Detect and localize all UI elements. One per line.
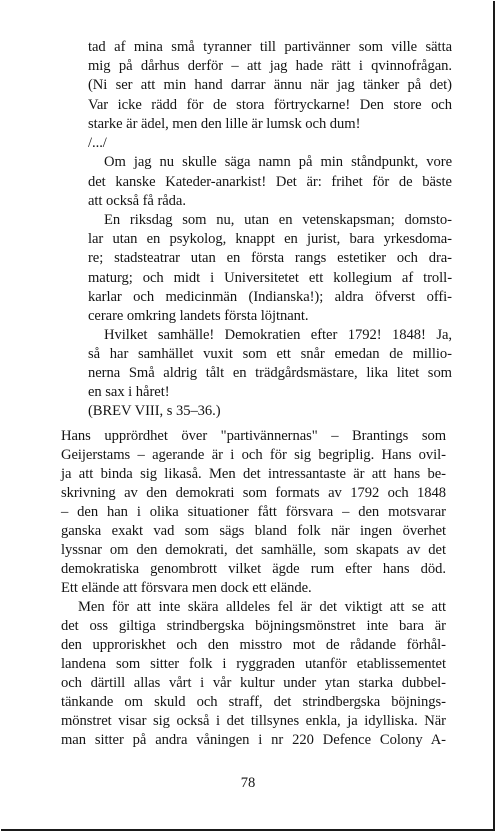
quote-line: mig på dårhus derför – att jag hade rätt i qvinnofrågan.: [88, 58, 452, 74]
quote-line: så har samhället vuxit som ett snår emedan de millio-: [88, 346, 452, 362]
body-line: Geijerstams – agerande är i och för sig begriplig. Hans ovil-: [61, 447, 446, 463]
body-line: landena som sitter folk i ryggraden utanför etablissementet: [61, 656, 446, 672]
body-line: ja att binda sig likaså. Men det intressantaste är att hans be-: [61, 466, 446, 482]
body-line: skrivning av den demokrati som formats av 1792 och 1848: [61, 485, 446, 501]
quote-line: karlar och medicinmän (Indianska!); aldra öfverst offi-: [88, 289, 452, 305]
quote-line: re; stadsteatrar utan en första rangs estetiker och dra-: [88, 250, 452, 266]
body-line: det oss giltiga strindbergska böjningsmönstret inte bara är: [61, 618, 446, 634]
body-line: demokratiska genombrott vilket ägde rum efter hans död.: [61, 561, 446, 577]
body-line: Hans upprördhet över "partivännernas" – Brantings som: [61, 428, 446, 444]
quote-line: Hvilket samhälle! Demokratien efter 1792! 1848! Ja,: [104, 327, 452, 343]
quote-line: Om jag nu skulle säga namn på min ståndpunkt, vore: [104, 154, 452, 170]
body-line: Ett elände att försvara men dock ett elände.: [61, 580, 312, 596]
quote-line: (Ni ser att min hand darrar ännu när jag tänker på det): [88, 77, 452, 93]
body-line: lyssnar om den demokrati, det samhälle, som skapats av det: [61, 542, 446, 558]
quote-line: det kanske Kateder-anarkist! Det är: frihet för de bäste: [88, 174, 452, 190]
body-line: den upproriskhet och den misstro mot de rådande förhål-: [61, 637, 446, 653]
page-number: 78: [240, 775, 256, 791]
body-line: och därtill allas vårt i vår kultur under ytan starka dubbel-: [61, 675, 446, 691]
quote-line: en sax i håret!: [88, 384, 170, 400]
quote-line: nerna Små aldrig tålt en trädgårdsmästare, lika litet som: [88, 365, 452, 381]
body-line: mönstret visar sig också i det tillsynes enkla, ja idylliska. När: [61, 713, 446, 729]
quote-line: Var icke rädd för de stora förtryckarne! Den store och: [88, 97, 452, 113]
body-line: Men för att inte skära alldeles fel är det viktigt att se att: [78, 599, 446, 615]
quote-line: starke är ädel, men den lille är lumsk och dum!: [88, 116, 361, 132]
quote-line: En riksdag som nu, utan en vetenskapsman; domsto-: [104, 212, 452, 228]
quote-line: cerare omkring landets första löjtnant.: [88, 308, 309, 324]
quote-ellipsis: /.../: [88, 135, 107, 151]
quote-line: lar utan en psykolog, knappt en jurist, bara yrkesdoma-: [88, 231, 452, 247]
body-line: ganska exakt vad som sägs bland folk när ingen överhet: [61, 523, 446, 539]
body-line: man sitter på andra våningen i nr 220 Defence Colony A-: [61, 732, 446, 748]
quote-line: att också få råda.: [88, 193, 186, 209]
quote-citation: (BREV VIII, s 35–36.): [88, 403, 221, 419]
body-line: – den han i olika situationer fått försvara – den motsvarar: [61, 504, 446, 520]
body-line: tänkande om skuld och straff, det strindbergska böjnings-: [61, 694, 446, 710]
quote-line: maturg; och midt i Universitetet ett kollegium af troll-: [88, 270, 452, 286]
quote-line: tad af mina små tyranner till partivänner som ville sätta: [88, 39, 452, 55]
